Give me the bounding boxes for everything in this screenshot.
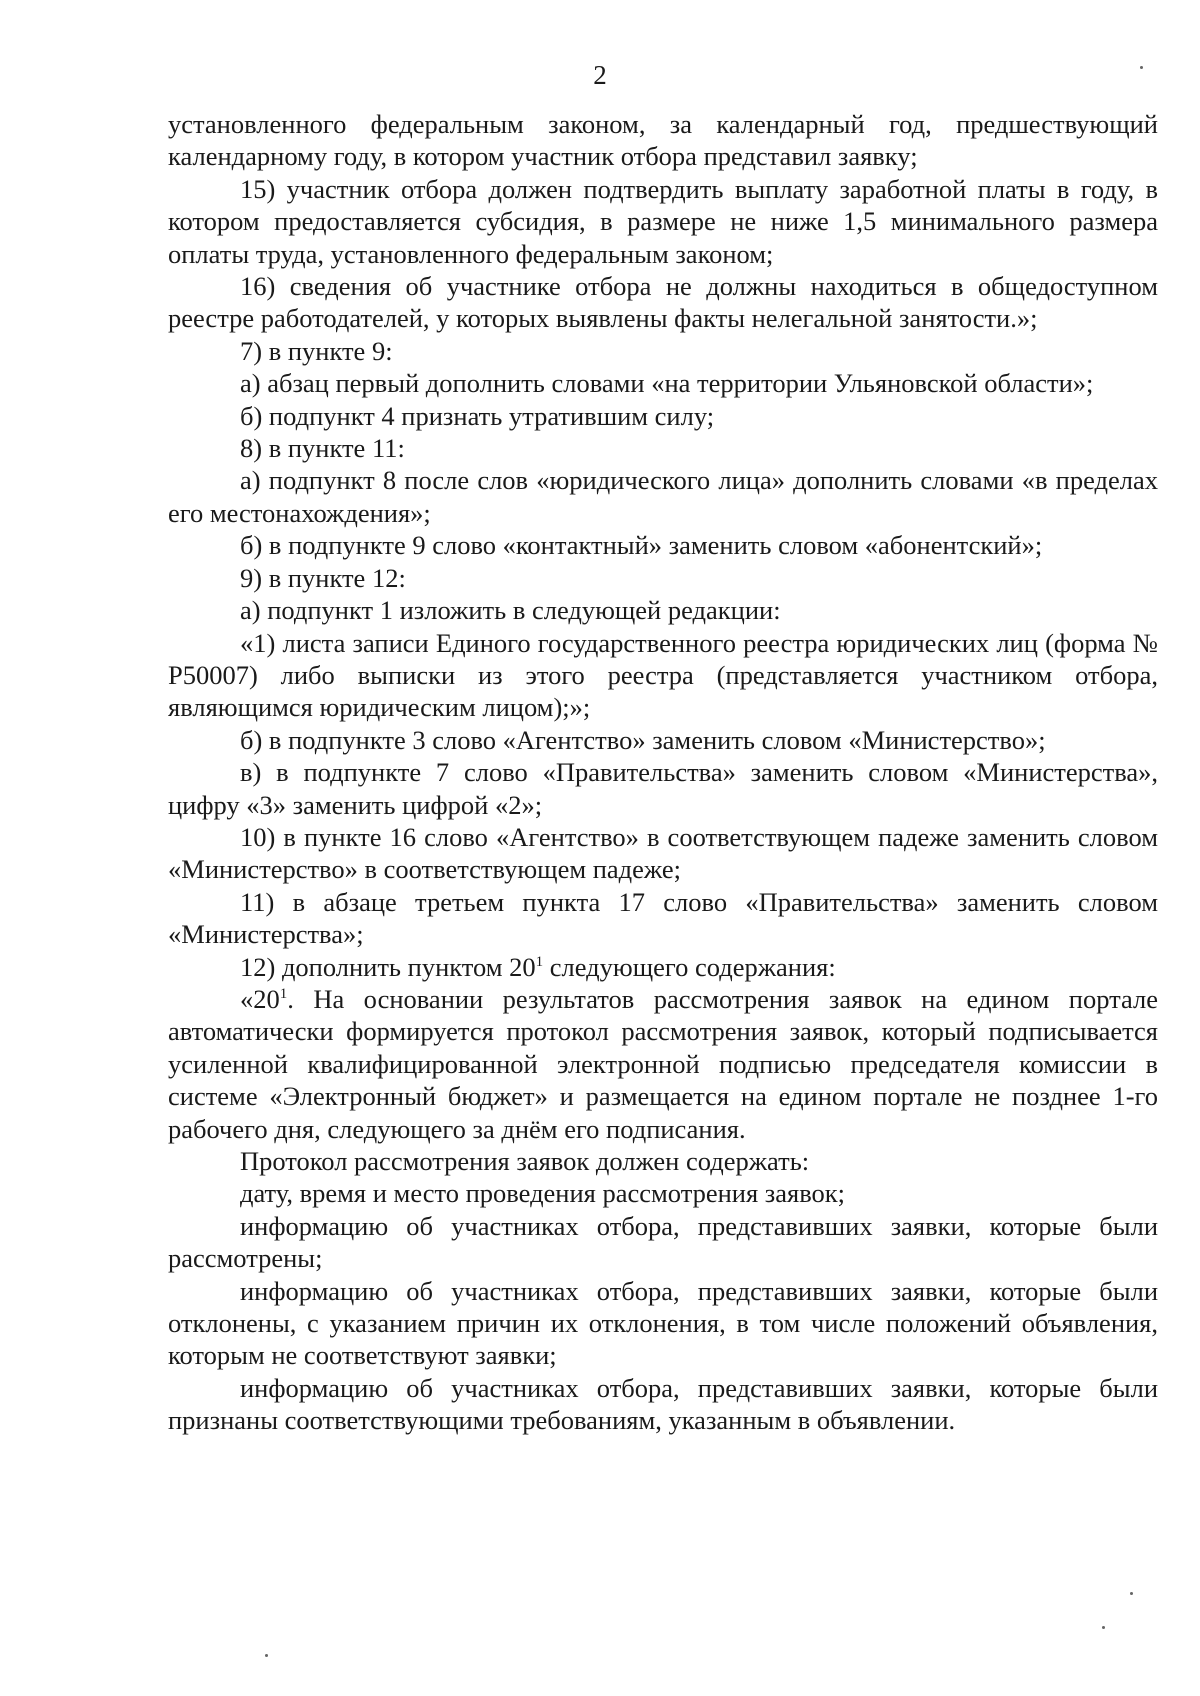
paragraph: а) подпункт 8 после слов «юридического лица» дополнить словами «в пределах его местонахождения»; — [168, 465, 1158, 528]
scan-speck — [1102, 1626, 1105, 1629]
paragraph: а) абзац первый дополнить словами «на территории Ульяновской области»; — [240, 368, 1094, 399]
paragraph: 11) в абзаце третьем пункта 17 слово «Правительства» заменить словом «Министерства»; — [168, 886, 1158, 950]
paragraph: 7) в пункте 9: — [240, 335, 393, 366]
paragraph: установленного федеральным законом, за календарный год, предшествующий календарному году, в котором участник отбора представил заявку; — [168, 109, 1158, 172]
paragraph: информацию об участниках отбора, представивших заявки, которые были рассмотрены; — [168, 1210, 1158, 1274]
paragraph: информацию об участниках отбора, представивших заявки, которые были отклонены, с указанием причин их отклонения, в том числе положений объявления, которым не соответствуют заявки; — [168, 1275, 1158, 1371]
paragraph: информацию об участниках отбора, представивших заявки, которые были признаны соответствующими требованиям, указанным в объявлении. — [168, 1372, 1158, 1436]
paragraph: 15) участник отбора должен подтвердить выплату заработной платы в году, в котором предоставляется субсидия, в размере не ниже 1,5 минимального размера оплаты труда, установленного федеральным законом; — [168, 173, 1158, 269]
superscript: 1 — [279, 986, 288, 1003]
paragraph: 10) в пункте 16 слово «Агентство» в соответствующем падеже заменить словом «Министерство» в соответствующем падеже; — [168, 821, 1158, 885]
paragraph: б) в подпункте 3 слово «Агентство» заменить словом «Министерство»; — [240, 724, 1046, 755]
paragraph: в) в подпункте 7 слово «Правительства» заменить словом «Министерства», цифру «3» заменить цифрой «2»; — [168, 757, 1158, 820]
document-body — [168, 108, 1158, 1437]
paragraph: 9) в пункте 12: — [240, 562, 406, 593]
paragraph: «$20^1$. На основании результатов рассмотрения заявок на едином портале автоматически формируется протокол рассмотрения заявок, который подписывается усиленной квалифицированной электронной подписью председателя комиссии в системе «Электронный бюджет» и размещается на едином портале не позднее 1-го рабочего дня, следующего за днём его подписания. — [168, 983, 1158, 1144]
paragraph: б) в подпункте 9 слово «контактный» заменить словом «абонентский»; — [240, 530, 1043, 561]
paragraph: б) подпункт 4 признать утратившим силу; — [240, 400, 715, 431]
scan-speck — [1130, 1592, 1133, 1595]
paragraph: 8) в пункте 11: — [240, 433, 405, 464]
superscript: 1 — [535, 953, 544, 970]
paragraph: Протокол рассмотрения заявок должен содержать: — [240, 1146, 810, 1176]
paragraph: 16) сведения об участнике отбора не должны находиться в общедоступном реестре работодателей, у которых выявлены факты нелегальной занятости.»; — [168, 271, 1158, 334]
paragraph: дату, время и место проведения рассмотрения заявок; — [240, 1178, 846, 1209]
paragraph: «1) листа записи Единого государственного реестра юридических лиц (форма № Р50007) либо выписки из этого реестра (представляется участником отбора, являющимся юридическим лицом);»; — [168, 627, 1158, 723]
paragraph: 12) дополнить пунктом $20^1$ следующего содержания: — [240, 951, 836, 982]
scan-speck — [1140, 66, 1143, 69]
scan-speck — [265, 1654, 268, 1657]
paragraph: а) подпункт 1 изложить в следующей редакции: — [240, 595, 781, 626]
page-number: 2 — [593, 60, 607, 90]
